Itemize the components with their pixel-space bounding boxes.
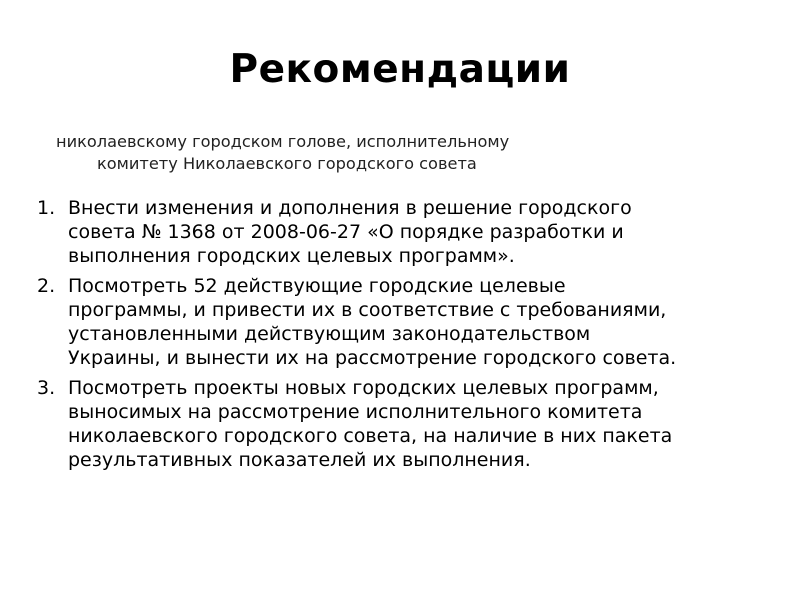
recommendation-item: [0, 196, 800, 268]
subtitle-line: николаевскому городском голове, исполнительному: [56, 132, 510, 151]
recommendation-item: [0, 274, 800, 370]
item-text-line: выполнения городских целевых программ».: [68, 245, 515, 267]
item-text-line: николаевского городского совета, на наличие в них пакета: [68, 425, 673, 447]
recommendation-item: [0, 376, 800, 472]
item-text-line: Посмотреть 52 действующие городские целевые: [68, 275, 566, 297]
subtitle-line: комитету Николаевского городского совета: [97, 154, 477, 173]
item-number: 3.: [37, 377, 56, 399]
item-text-line: программы, и привести их в соответствие с требованиями,: [68, 299, 667, 321]
item-text: [68, 196, 800, 268]
recommendations-list: [0, 196, 800, 478]
item-text-line: Посмотреть проекты новых городских целевых программ,: [68, 377, 659, 399]
item-text-line: результативных показателей их выполнения.: [68, 449, 531, 471]
item-text-line: совета № 1368 от 2008-06-27 «О порядке разработки и: [68, 221, 624, 243]
item-number: 2.: [37, 275, 56, 297]
slide-title: Рекомендации: [229, 47, 571, 92]
item-text-line: Внести изменения и дополнения в решение городского: [68, 197, 632, 219]
item-text-line: выносимых на рассмотрение исполнительного комитета: [68, 401, 643, 423]
item-text-line: Украины, и вынести их на рассмотрение городского совета.: [68, 347, 677, 369]
item-text-line: установленными действующим законодательством: [68, 323, 591, 345]
item-number: 1.: [37, 197, 56, 219]
item-text: [68, 274, 800, 370]
slide-subtitle: [56, 131, 656, 175]
item-text: [68, 376, 800, 472]
